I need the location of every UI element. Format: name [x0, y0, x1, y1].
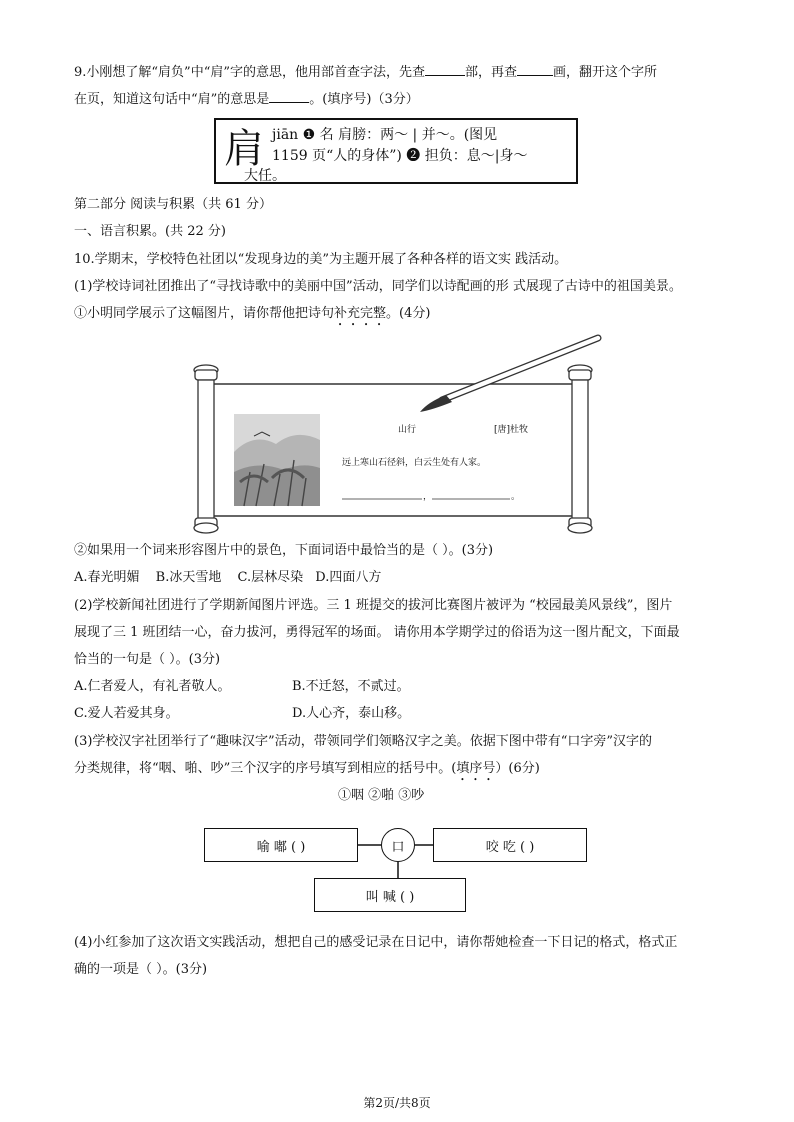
- poem-author: [唐]杜牧: [494, 425, 529, 435]
- option-b[interactable]: B.不迁怒，不贰过。: [292, 679, 410, 694]
- q10-part2-line3: 恰当的一句是（ ）。(3分): [74, 652, 221, 667]
- poem-blank-separator: ，: [423, 492, 433, 502]
- dictionary-line-1: jiān ❶ 名 肩膀：两～ | 并～。(图见: [272, 127, 498, 143]
- option-d[interactable]: D.人心齐，泰山移。: [292, 706, 411, 721]
- scroll-illustration: [184, 332, 604, 544]
- q9-blank-strokes[interactable]: [517, 62, 553, 76]
- q9-line2: 在页，知道这句话中“肩”的意思是 。(填序号)（3分）: [74, 89, 419, 109]
- dictionary-character: 肩: [224, 126, 264, 172]
- q10-part2-line2: 展现了三 1 班团结一心，奋力拔河，勇得冠军的场面。 请你用本学期学过的俗语为这一图片配文，下面最: [74, 625, 680, 640]
- diagram-bottom-box[interactable]: 叫 喊 ( ): [314, 878, 466, 912]
- q10-part3-line1: (3)学校汉字社团举行了“趣味汉字”活动，带领同学们领略汉字之美。依据下图中带有“口字旁”汉字的: [74, 734, 652, 749]
- poem-line: 远上寒山石径斜，白云生处有人家。: [342, 458, 487, 468]
- poem-scroll: [184, 332, 604, 544]
- right-roller: [568, 365, 592, 533]
- option-c[interactable]: C.爱人若爱其身。: [74, 706, 179, 721]
- dictionary-entry-box: [214, 118, 578, 184]
- option-a[interactable]: A.仁者爱人，有礼者敬人。: [74, 679, 231, 694]
- q9-blank-meaning[interactable]: [269, 89, 309, 103]
- option-c[interactable]: C.层林尽染: [237, 570, 304, 585]
- poem-title: 山行: [398, 425, 417, 435]
- q10-part1a: ①小明同学展示了这幅图片，请你帮他把诗句补充完整。(4分): [74, 306, 431, 321]
- diagram-center-circle: 口: [381, 828, 415, 862]
- q10-part4-line2: 确的一项是（ ）。(3分): [74, 962, 208, 977]
- option-b[interactable]: B.冰天雪地: [155, 570, 222, 585]
- diagram-left-box[interactable]: 喻 嘟 ( ): [204, 828, 358, 862]
- q10-part3-characters: ①咽 ②啪 ③吵: [338, 788, 425, 803]
- section1-title: 一、语言积累。(共 22 分): [74, 224, 226, 239]
- q10-part2-line1: (2)学校新闻社团进行了学期新闻图片评选。三 1 班提交的拔河比赛图片被评为 “校园最美风景线”，图片: [74, 598, 673, 613]
- q10-part1b: ②如果用一个词来形容图片中的景色，下面词语中最恰当的是（ ）。(3分): [74, 543, 494, 558]
- dictionary-line-2: 1159 页“人的身体”) ❷ 担负：息～|身～: [272, 148, 528, 164]
- left-roller: [194, 365, 218, 533]
- q9-blank-radical[interactable]: [425, 62, 465, 76]
- q10-part2-options-row2: [74, 705, 410, 723]
- option-a[interactable]: A.春光明媚: [74, 570, 140, 585]
- q10-part1: (1)学校诗词社团推出了“寻找诗歌中的美丽中国”活动，同学们以诗配画的形 式展现了古诗中的祖国美景。: [74, 279, 682, 294]
- diagram-right-box[interactable]: 咬 吃 ( ): [433, 828, 587, 862]
- part2-title: 第二部分 阅读与积累（共 61 分）: [74, 197, 272, 212]
- q10-part2-options-row1: [74, 678, 410, 696]
- option-d[interactable]: D.四面八方: [315, 570, 382, 585]
- autumn-mountain-painting: [234, 414, 320, 506]
- poem-blank-end: 。: [511, 492, 521, 502]
- page-footer: 第2页/共8页: [363, 1096, 431, 1110]
- q9-line1: 9.小刚想了解“肩负”中“肩”字的意思，他用部首查字法，先查 部，再查 画，翻开这个字所: [74, 62, 657, 82]
- dictionary-line-3: 大任。: [244, 168, 286, 184]
- q10-intro: 10.学期末，学校特色社团以“发现身边的美”为主题开展了各种各样的语文实 践活动。: [74, 252, 568, 267]
- q10-part1b-options: [74, 569, 381, 587]
- q10-part3-line2: 分类规律，将“咽、啪、吵”三个汉字的序号填写到相应的括号中。(填序号）(6分): [74, 761, 540, 776]
- q10-part4-line1: (4)小红参加了这次语文实践活动，想把自己的感受记录在日记中，请你帮她检查一下日记的格式，格式正: [74, 935, 678, 950]
